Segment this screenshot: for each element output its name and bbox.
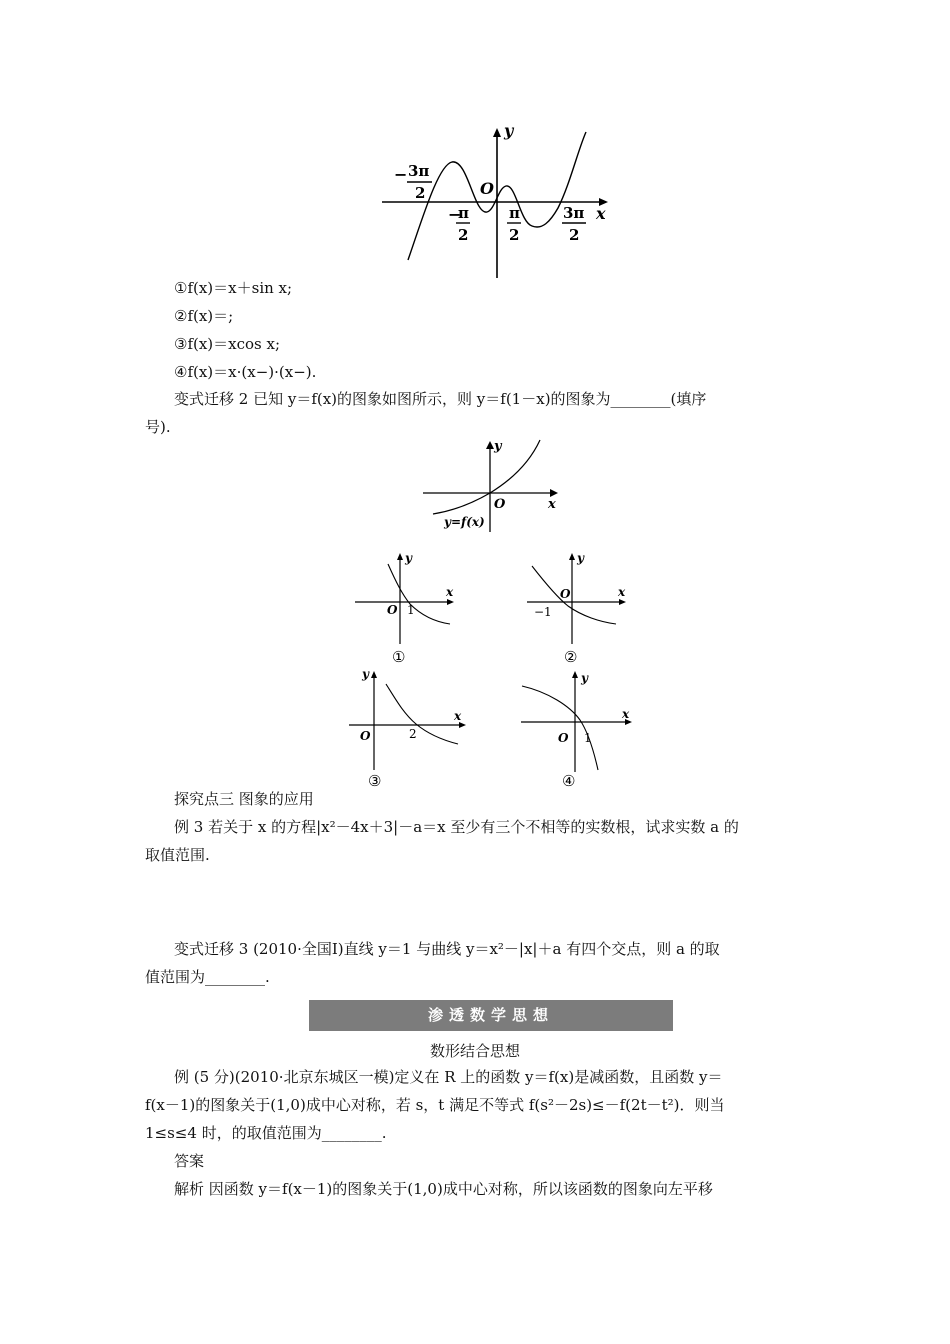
sub2-x-arrow (619, 599, 626, 605)
sub1-y-arrow (397, 553, 403, 560)
sub4-y-arrow (572, 671, 578, 678)
section-banner: 渗透数学思想 (309, 1000, 673, 1031)
fig2-curve-label: y=f(x) (444, 515, 485, 529)
fig1-3pi2-den: 2 (569, 226, 580, 244)
figure-1-wave-graph (370, 120, 620, 282)
option-2: ②f(x)＝; (174, 307, 234, 325)
sub3-tag: ③ (368, 772, 382, 790)
sub2-origin: O (560, 587, 571, 601)
subfigure-1 (352, 548, 462, 668)
sub2-y-arrow (569, 553, 575, 560)
fig1-negpi2-den: 2 (458, 226, 469, 244)
sub3-y-arrow (371, 671, 377, 678)
variant3-line1: 变式迁移 3 (2010·全国Ⅰ)直线 y＝1 与曲线 y＝x²－|x|＋a 有四个交点，则 a 的取 (174, 940, 720, 958)
sub3-origin: O (360, 729, 371, 743)
example-line3: 1≤s≤4 时，的取值范围为________. (145, 1124, 387, 1142)
fig1-pi2-den: 2 (509, 226, 520, 244)
subtitle: 数形结合思想 (429, 1042, 520, 1060)
figure-2-fx-graph (418, 436, 568, 536)
sub1-y-label: y (405, 551, 412, 565)
fig1-negpi2-num: π (458, 204, 469, 222)
option-1: ①f(x)＝x＋sin x; (174, 279, 293, 297)
sub2-tick: −1 (534, 605, 552, 619)
sub3-y-label: y (362, 667, 369, 681)
sub4-origin: O (558, 731, 569, 745)
sub4-x-label: x (622, 707, 630, 721)
variant3-line2: 值范围为________. (145, 968, 270, 986)
analysis-line1: 解析 因函数 y＝f(x－1)的图象关于(1,0)成中心对称，所以该函数的图象向左平移 (174, 1180, 713, 1198)
option-3: ③f(x)＝xcos x; (174, 335, 281, 353)
fig2-x-arrow (550, 489, 558, 497)
sub3-x-label: x (454, 709, 462, 723)
sub1-x-arrow (447, 599, 454, 605)
sub1-origin: O (387, 603, 398, 617)
example-line2: f(x－1)的图象关于(1,0)成中心对称，若 s，t 满足不等式 f(s²－2s)≤－f(2t－t²)．则当 (145, 1096, 725, 1114)
fig1-neg3pi2-den: 2 (415, 184, 426, 202)
sub1-tick: 1 (407, 603, 415, 617)
example3-line1: 例 3 若关于 x 的方程|x²－4x＋3|－a＝x 至少有三个不相等的实数根，试求实数 a 的 (174, 818, 739, 836)
fig2-origin: O (494, 497, 506, 512)
fig1-y-label: y (504, 121, 514, 140)
variant2-line1: 变式迁移 2 已知 y＝f(x)的图象如图所示，则 y＝f(1－x)的图象为________(填序 (174, 390, 707, 408)
subfigure-3 (346, 662, 476, 792)
sub4-tick: 1 (584, 731, 592, 745)
subfigure-2 (524, 548, 634, 668)
sub4-y-label: y (581, 671, 588, 685)
fig2-curve (433, 440, 540, 514)
fig1-y-arrow (493, 128, 501, 137)
fig1-negpi2-sign: − (448, 205, 462, 224)
sub2-x-label: x (618, 585, 626, 599)
fig2-y-label: y (494, 439, 502, 454)
section3-heading: 探究点三 图象的应用 (174, 790, 314, 808)
sub4-curve (522, 686, 598, 770)
fig1-neg3pi2-num: 3π (408, 162, 430, 180)
variant2-line2: 号). (145, 418, 171, 436)
fig1-pi2-num: π (509, 204, 520, 222)
example3-line2: 取值范围. (145, 846, 210, 864)
subfigure-4 (518, 662, 642, 792)
fig1-3pi2-num: 3π (563, 204, 585, 222)
sub1-tag: ① (392, 648, 406, 666)
fig1-x-label: x (596, 204, 606, 223)
sub3-tick: 2 (409, 727, 417, 741)
option-4: ④f(x)＝x·(x−)·(x−). (174, 363, 317, 381)
sub4-tag: ④ (562, 772, 576, 790)
example-line1: 例 (5 分)(2010·北京东城区一模)定义在 R 上的函数 y＝f(x)是减函数，且函数 y＝ (174, 1068, 723, 1086)
fig1-origin: O (480, 179, 494, 198)
fig2-x-label: x (548, 497, 556, 512)
sub2-y-label: y (577, 551, 584, 565)
fig1-neg3pi2-sign: − (394, 165, 408, 184)
answer-label: 答案 (174, 1152, 205, 1170)
sub2-tag: ② (564, 648, 578, 666)
sub1-x-label: x (446, 585, 454, 599)
fig2-y-arrow (486, 441, 494, 449)
sub3-curve (386, 684, 458, 744)
